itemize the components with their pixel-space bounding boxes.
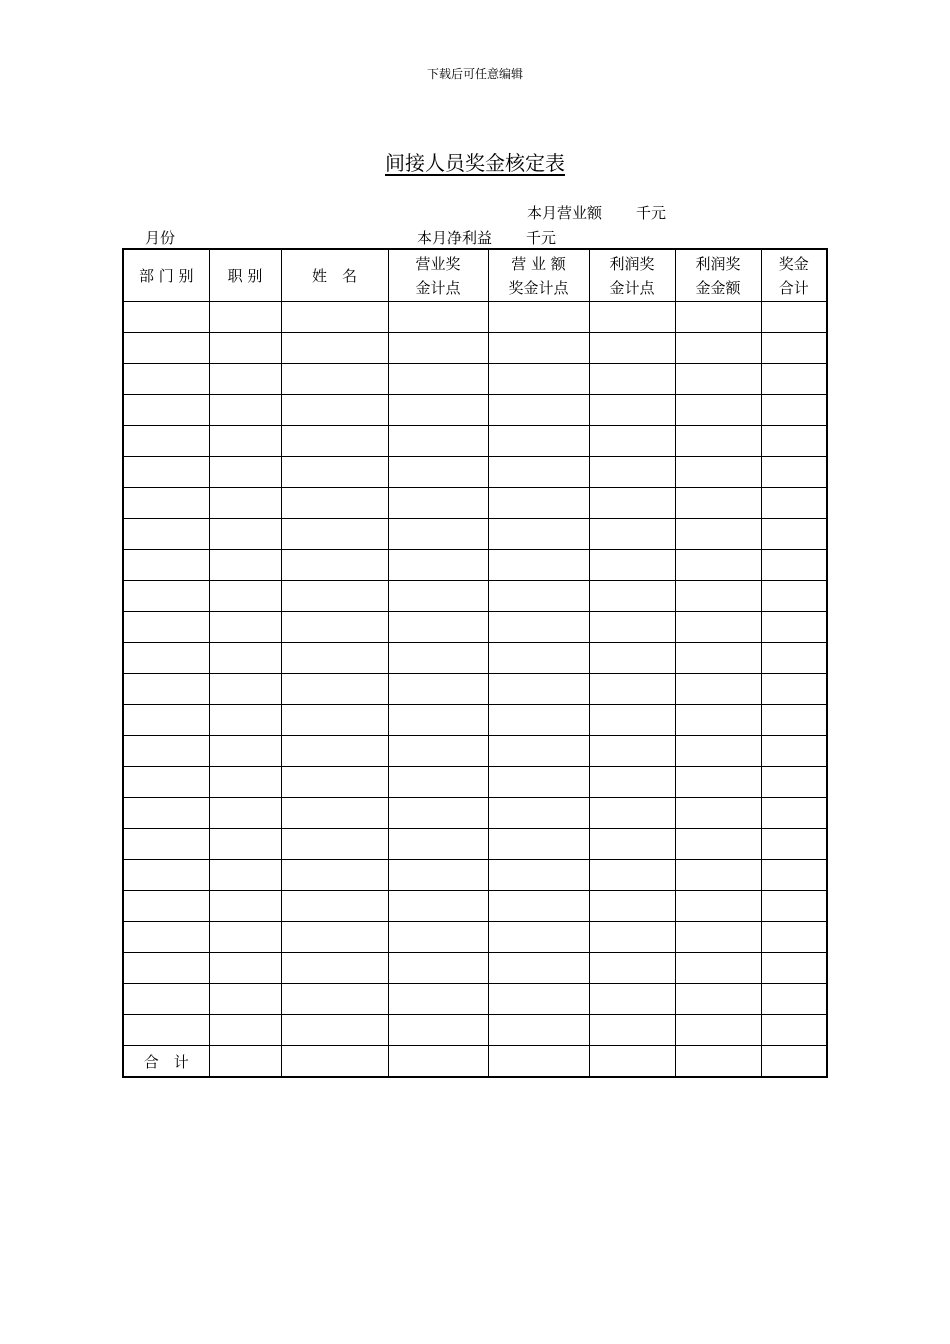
table-cell[interactable] xyxy=(675,860,761,891)
net-profit-line xyxy=(417,227,556,248)
table-cell[interactable] xyxy=(388,333,488,364)
table-cell[interactable] xyxy=(675,612,761,643)
table-cell[interactable] xyxy=(123,488,209,519)
table-cell[interactable] xyxy=(589,705,675,736)
table-cell[interactable] xyxy=(388,767,488,798)
table-cell[interactable] xyxy=(209,643,281,674)
table-cell[interactable] xyxy=(488,674,589,705)
table-row xyxy=(123,798,827,829)
table-cell[interactable] xyxy=(209,581,281,612)
total-cell[interactable] xyxy=(589,1046,675,1078)
table-cell[interactable] xyxy=(209,1015,281,1046)
table-cell[interactable] xyxy=(675,705,761,736)
month-label: 月份 xyxy=(145,229,176,247)
table-cell[interactable] xyxy=(388,829,488,860)
table-cell[interactable] xyxy=(488,612,589,643)
table-cell[interactable] xyxy=(761,488,827,519)
bonus-table xyxy=(122,248,828,1078)
table-cell[interactable] xyxy=(209,953,281,984)
table-cell[interactable] xyxy=(388,891,488,922)
table-cell[interactable] xyxy=(281,674,388,705)
table-cell[interactable] xyxy=(209,798,281,829)
table-cell[interactable] xyxy=(281,705,388,736)
table-cell[interactable] xyxy=(388,612,488,643)
table-cell[interactable] xyxy=(675,519,761,550)
table-cell[interactable] xyxy=(761,643,827,674)
table-cell[interactable] xyxy=(589,767,675,798)
table-cell[interactable] xyxy=(123,705,209,736)
table-cell[interactable] xyxy=(123,891,209,922)
header-name: 姓 名 xyxy=(281,249,388,302)
table-row xyxy=(123,860,827,891)
table-cell[interactable] xyxy=(589,891,675,922)
table-cell[interactable] xyxy=(761,984,827,1015)
header-bonus-total: 奖金 合计 xyxy=(761,249,827,302)
table-cell[interactable] xyxy=(488,891,589,922)
table-cell[interactable] xyxy=(675,488,761,519)
table-cell[interactable] xyxy=(488,519,589,550)
table-cell[interactable] xyxy=(589,922,675,953)
header-profit-bonus-amount: 利润奖 金金额 xyxy=(675,249,761,302)
table-cell[interactable] xyxy=(123,674,209,705)
table-cell[interactable] xyxy=(761,705,827,736)
table-cell[interactable] xyxy=(388,364,488,395)
table-cell[interactable] xyxy=(209,550,281,581)
total-row xyxy=(123,1046,827,1078)
table-cell[interactable] xyxy=(488,333,589,364)
table-cell[interactable] xyxy=(388,426,488,457)
total-cell[interactable] xyxy=(388,1046,488,1078)
table-cell[interactable] xyxy=(761,860,827,891)
table-cell[interactable] xyxy=(675,581,761,612)
table-cell[interactable] xyxy=(488,426,589,457)
table-cell[interactable] xyxy=(281,612,388,643)
table-cell[interactable] xyxy=(589,612,675,643)
table-cell[interactable] xyxy=(761,736,827,767)
table-cell[interactable] xyxy=(589,581,675,612)
table-row xyxy=(123,1015,827,1046)
table-cell[interactable] xyxy=(281,426,388,457)
table-cell[interactable] xyxy=(388,488,488,519)
table-cell[interactable] xyxy=(761,581,827,612)
table-cell[interactable] xyxy=(281,798,388,829)
table-row xyxy=(123,736,827,767)
table-cell[interactable] xyxy=(209,829,281,860)
table-cell[interactable] xyxy=(209,984,281,1015)
table-row xyxy=(123,333,827,364)
table-cell[interactable] xyxy=(388,1015,488,1046)
table-cell[interactable] xyxy=(209,705,281,736)
table-cell[interactable] xyxy=(761,829,827,860)
table-cell[interactable] xyxy=(123,767,209,798)
table-cell[interactable] xyxy=(761,1015,827,1046)
total-label: 合 计 xyxy=(123,1046,209,1078)
table-cell[interactable] xyxy=(488,364,589,395)
table-cell[interactable] xyxy=(281,643,388,674)
table-cell[interactable] xyxy=(675,643,761,674)
table-row xyxy=(123,302,827,333)
table-cell[interactable] xyxy=(761,395,827,426)
table-cell[interactable] xyxy=(488,829,589,860)
table-row xyxy=(123,891,827,922)
header-sales-bonus-points: 营业奖 金计点 xyxy=(388,249,488,302)
table-cell[interactable] xyxy=(123,798,209,829)
table-cell[interactable] xyxy=(209,891,281,922)
table-cell[interactable] xyxy=(388,798,488,829)
table-cell[interactable] xyxy=(123,643,209,674)
table-cell[interactable] xyxy=(488,488,589,519)
table-cell[interactable] xyxy=(675,395,761,426)
table-cell[interactable] xyxy=(675,922,761,953)
table-cell[interactable] xyxy=(388,643,488,674)
table-cell[interactable] xyxy=(281,333,388,364)
header-revenue-bonus-points: 营 业 额 奖金计点 xyxy=(488,249,589,302)
table-cell[interactable] xyxy=(209,736,281,767)
table-cell[interactable] xyxy=(488,1015,589,1046)
table-cell[interactable] xyxy=(281,395,388,426)
total-cell[interactable] xyxy=(281,1046,388,1078)
table-row xyxy=(123,674,827,705)
table-cell[interactable] xyxy=(589,550,675,581)
total-cell[interactable] xyxy=(209,1046,281,1078)
table-cell[interactable] xyxy=(589,488,675,519)
table-cell[interactable] xyxy=(281,364,388,395)
table-cell[interactable] xyxy=(761,550,827,581)
header-department: 部 门 别 xyxy=(123,249,209,302)
table-row xyxy=(123,457,827,488)
table-cell[interactable] xyxy=(388,984,488,1015)
table-cell[interactable] xyxy=(281,1015,388,1046)
monthly-revenue-unit: 千元 xyxy=(636,204,667,222)
table-cell[interactable] xyxy=(761,953,827,984)
table-cell[interactable] xyxy=(761,674,827,705)
total-cell[interactable] xyxy=(488,1046,589,1078)
table-cell[interactable] xyxy=(281,519,388,550)
table-cell[interactable] xyxy=(589,333,675,364)
table-cell[interactable] xyxy=(123,612,209,643)
table-row xyxy=(123,612,827,643)
table-cell[interactable] xyxy=(488,736,589,767)
table-cell[interactable] xyxy=(589,364,675,395)
table-cell[interactable] xyxy=(488,302,589,333)
total-cell[interactable] xyxy=(761,1046,827,1078)
table-row xyxy=(123,364,827,395)
table-cell[interactable] xyxy=(388,953,488,984)
table-cell[interactable] xyxy=(589,643,675,674)
table-cell[interactable] xyxy=(675,1015,761,1046)
table-cell[interactable] xyxy=(281,736,388,767)
table-cell[interactable] xyxy=(123,922,209,953)
table-cell[interactable] xyxy=(209,612,281,643)
table-cell[interactable] xyxy=(209,302,281,333)
table-cell[interactable] xyxy=(388,457,488,488)
table-cell[interactable] xyxy=(281,829,388,860)
table-cell[interactable] xyxy=(388,550,488,581)
table-cell[interactable] xyxy=(488,922,589,953)
table-row xyxy=(123,922,827,953)
table-row xyxy=(123,395,827,426)
table-cell[interactable] xyxy=(675,364,761,395)
table-cell[interactable] xyxy=(388,302,488,333)
total-cell[interactable] xyxy=(675,1046,761,1078)
table-cell[interactable] xyxy=(761,922,827,953)
table-cell[interactable] xyxy=(761,612,827,643)
table-cell[interactable] xyxy=(488,798,589,829)
table-cell[interactable] xyxy=(675,829,761,860)
table-cell[interactable] xyxy=(675,302,761,333)
table-cell[interactable] xyxy=(388,395,488,426)
table-cell[interactable] xyxy=(675,426,761,457)
table-cell[interactable] xyxy=(281,488,388,519)
table-cell[interactable] xyxy=(675,550,761,581)
table-row xyxy=(123,767,827,798)
table-cell[interactable] xyxy=(209,922,281,953)
table-row xyxy=(123,705,827,736)
table-cell[interactable] xyxy=(675,798,761,829)
table-cell[interactable] xyxy=(123,984,209,1015)
table-row xyxy=(123,581,827,612)
table-cell[interactable] xyxy=(209,364,281,395)
table-cell[interactable] xyxy=(123,1015,209,1046)
table-header-row xyxy=(123,249,827,302)
table-cell[interactable] xyxy=(281,302,388,333)
table-cell[interactable] xyxy=(675,984,761,1015)
table-cell[interactable] xyxy=(388,860,488,891)
table-cell[interactable] xyxy=(209,488,281,519)
table-cell[interactable] xyxy=(589,395,675,426)
table-cell[interactable] xyxy=(388,922,488,953)
table-cell[interactable] xyxy=(209,395,281,426)
table-cell[interactable] xyxy=(761,333,827,364)
table-row xyxy=(123,488,827,519)
table-cell[interactable] xyxy=(388,705,488,736)
table-cell[interactable] xyxy=(209,333,281,364)
table-cell[interactable] xyxy=(281,581,388,612)
table-cell[interactable] xyxy=(675,953,761,984)
table-cell[interactable] xyxy=(123,829,209,860)
table-cell[interactable] xyxy=(761,767,827,798)
table-cell[interactable] xyxy=(388,674,488,705)
table-cell[interactable] xyxy=(761,364,827,395)
table-cell[interactable] xyxy=(761,457,827,488)
table-cell[interactable] xyxy=(123,333,209,364)
table-cell[interactable] xyxy=(281,860,388,891)
table-cell[interactable] xyxy=(675,767,761,798)
table-cell[interactable] xyxy=(675,674,761,705)
net-profit-unit: 千元 xyxy=(526,229,557,247)
table-cell[interactable] xyxy=(675,736,761,767)
table-cell[interactable] xyxy=(209,767,281,798)
net-profit-label: 本月净利益 xyxy=(417,229,493,247)
table-cell[interactable] xyxy=(488,984,589,1015)
header-position: 职 别 xyxy=(209,249,281,302)
table-cell[interactable] xyxy=(488,550,589,581)
table-cell[interactable] xyxy=(209,426,281,457)
table-cell[interactable] xyxy=(209,519,281,550)
table-cell[interactable] xyxy=(123,860,209,891)
table-cell[interactable] xyxy=(488,705,589,736)
table-cell[interactable] xyxy=(761,891,827,922)
table-cell[interactable] xyxy=(209,860,281,891)
monthly-revenue-line xyxy=(527,202,666,223)
table-cell[interactable] xyxy=(589,984,675,1015)
header-note: 下载后可任意编辑 xyxy=(426,67,523,81)
table-cell[interactable] xyxy=(488,767,589,798)
table-cell[interactable] xyxy=(675,891,761,922)
table-cell[interactable] xyxy=(123,581,209,612)
table-cell[interactable] xyxy=(589,829,675,860)
table-cell[interactable] xyxy=(123,457,209,488)
table-cell[interactable] xyxy=(281,984,388,1015)
table-cell[interactable] xyxy=(123,736,209,767)
monthly-revenue-label: 本月营业额 xyxy=(527,204,603,222)
table-cell[interactable] xyxy=(589,860,675,891)
table-cell[interactable] xyxy=(488,581,589,612)
table-body xyxy=(123,302,827,1078)
table-cell[interactable] xyxy=(488,457,589,488)
table-cell[interactable] xyxy=(761,519,827,550)
table-cell[interactable] xyxy=(388,519,488,550)
table-cell[interactable] xyxy=(388,736,488,767)
table-cell[interactable] xyxy=(589,457,675,488)
table-cell[interactable] xyxy=(761,426,827,457)
table-cell[interactable] xyxy=(123,953,209,984)
table-cell[interactable] xyxy=(589,519,675,550)
table-row xyxy=(123,426,827,457)
table-cell[interactable] xyxy=(589,302,675,333)
table-cell[interactable] xyxy=(281,767,388,798)
table-cell[interactable] xyxy=(761,798,827,829)
table-cell[interactable] xyxy=(209,457,281,488)
table-cell[interactable] xyxy=(488,395,589,426)
table-cell[interactable] xyxy=(675,457,761,488)
table-cell[interactable] xyxy=(761,302,827,333)
table-cell[interactable] xyxy=(589,1015,675,1046)
table-cell[interactable] xyxy=(388,581,488,612)
table-cell[interactable] xyxy=(488,860,589,891)
table-cell[interactable] xyxy=(281,550,388,581)
table-cell[interactable] xyxy=(488,643,589,674)
table-row xyxy=(123,519,827,550)
table-cell[interactable] xyxy=(589,736,675,767)
table-cell[interactable] xyxy=(123,395,209,426)
table-cell[interactable] xyxy=(589,798,675,829)
table-cell[interactable] xyxy=(589,953,675,984)
header-profit-bonus-points: 利润奖 金计点 xyxy=(589,249,675,302)
table-cell[interactable] xyxy=(281,953,388,984)
table-cell[interactable] xyxy=(589,674,675,705)
table-cell[interactable] xyxy=(123,364,209,395)
table-cell[interactable] xyxy=(123,426,209,457)
table-cell[interactable] xyxy=(281,891,388,922)
table-row xyxy=(123,984,827,1015)
document-title: 间接人员奖金核定表 xyxy=(385,151,565,175)
table-cell[interactable] xyxy=(209,674,281,705)
table-row xyxy=(123,829,827,860)
table-cell[interactable] xyxy=(488,953,589,984)
table-cell[interactable] xyxy=(675,333,761,364)
table-cell[interactable] xyxy=(281,922,388,953)
table-cell[interactable] xyxy=(589,426,675,457)
table-row xyxy=(123,643,827,674)
table-row xyxy=(123,953,827,984)
table-row xyxy=(123,550,827,581)
table-cell[interactable] xyxy=(123,302,209,333)
table-cell[interactable] xyxy=(123,519,209,550)
table-cell[interactable] xyxy=(281,457,388,488)
table-cell[interactable] xyxy=(123,550,209,581)
